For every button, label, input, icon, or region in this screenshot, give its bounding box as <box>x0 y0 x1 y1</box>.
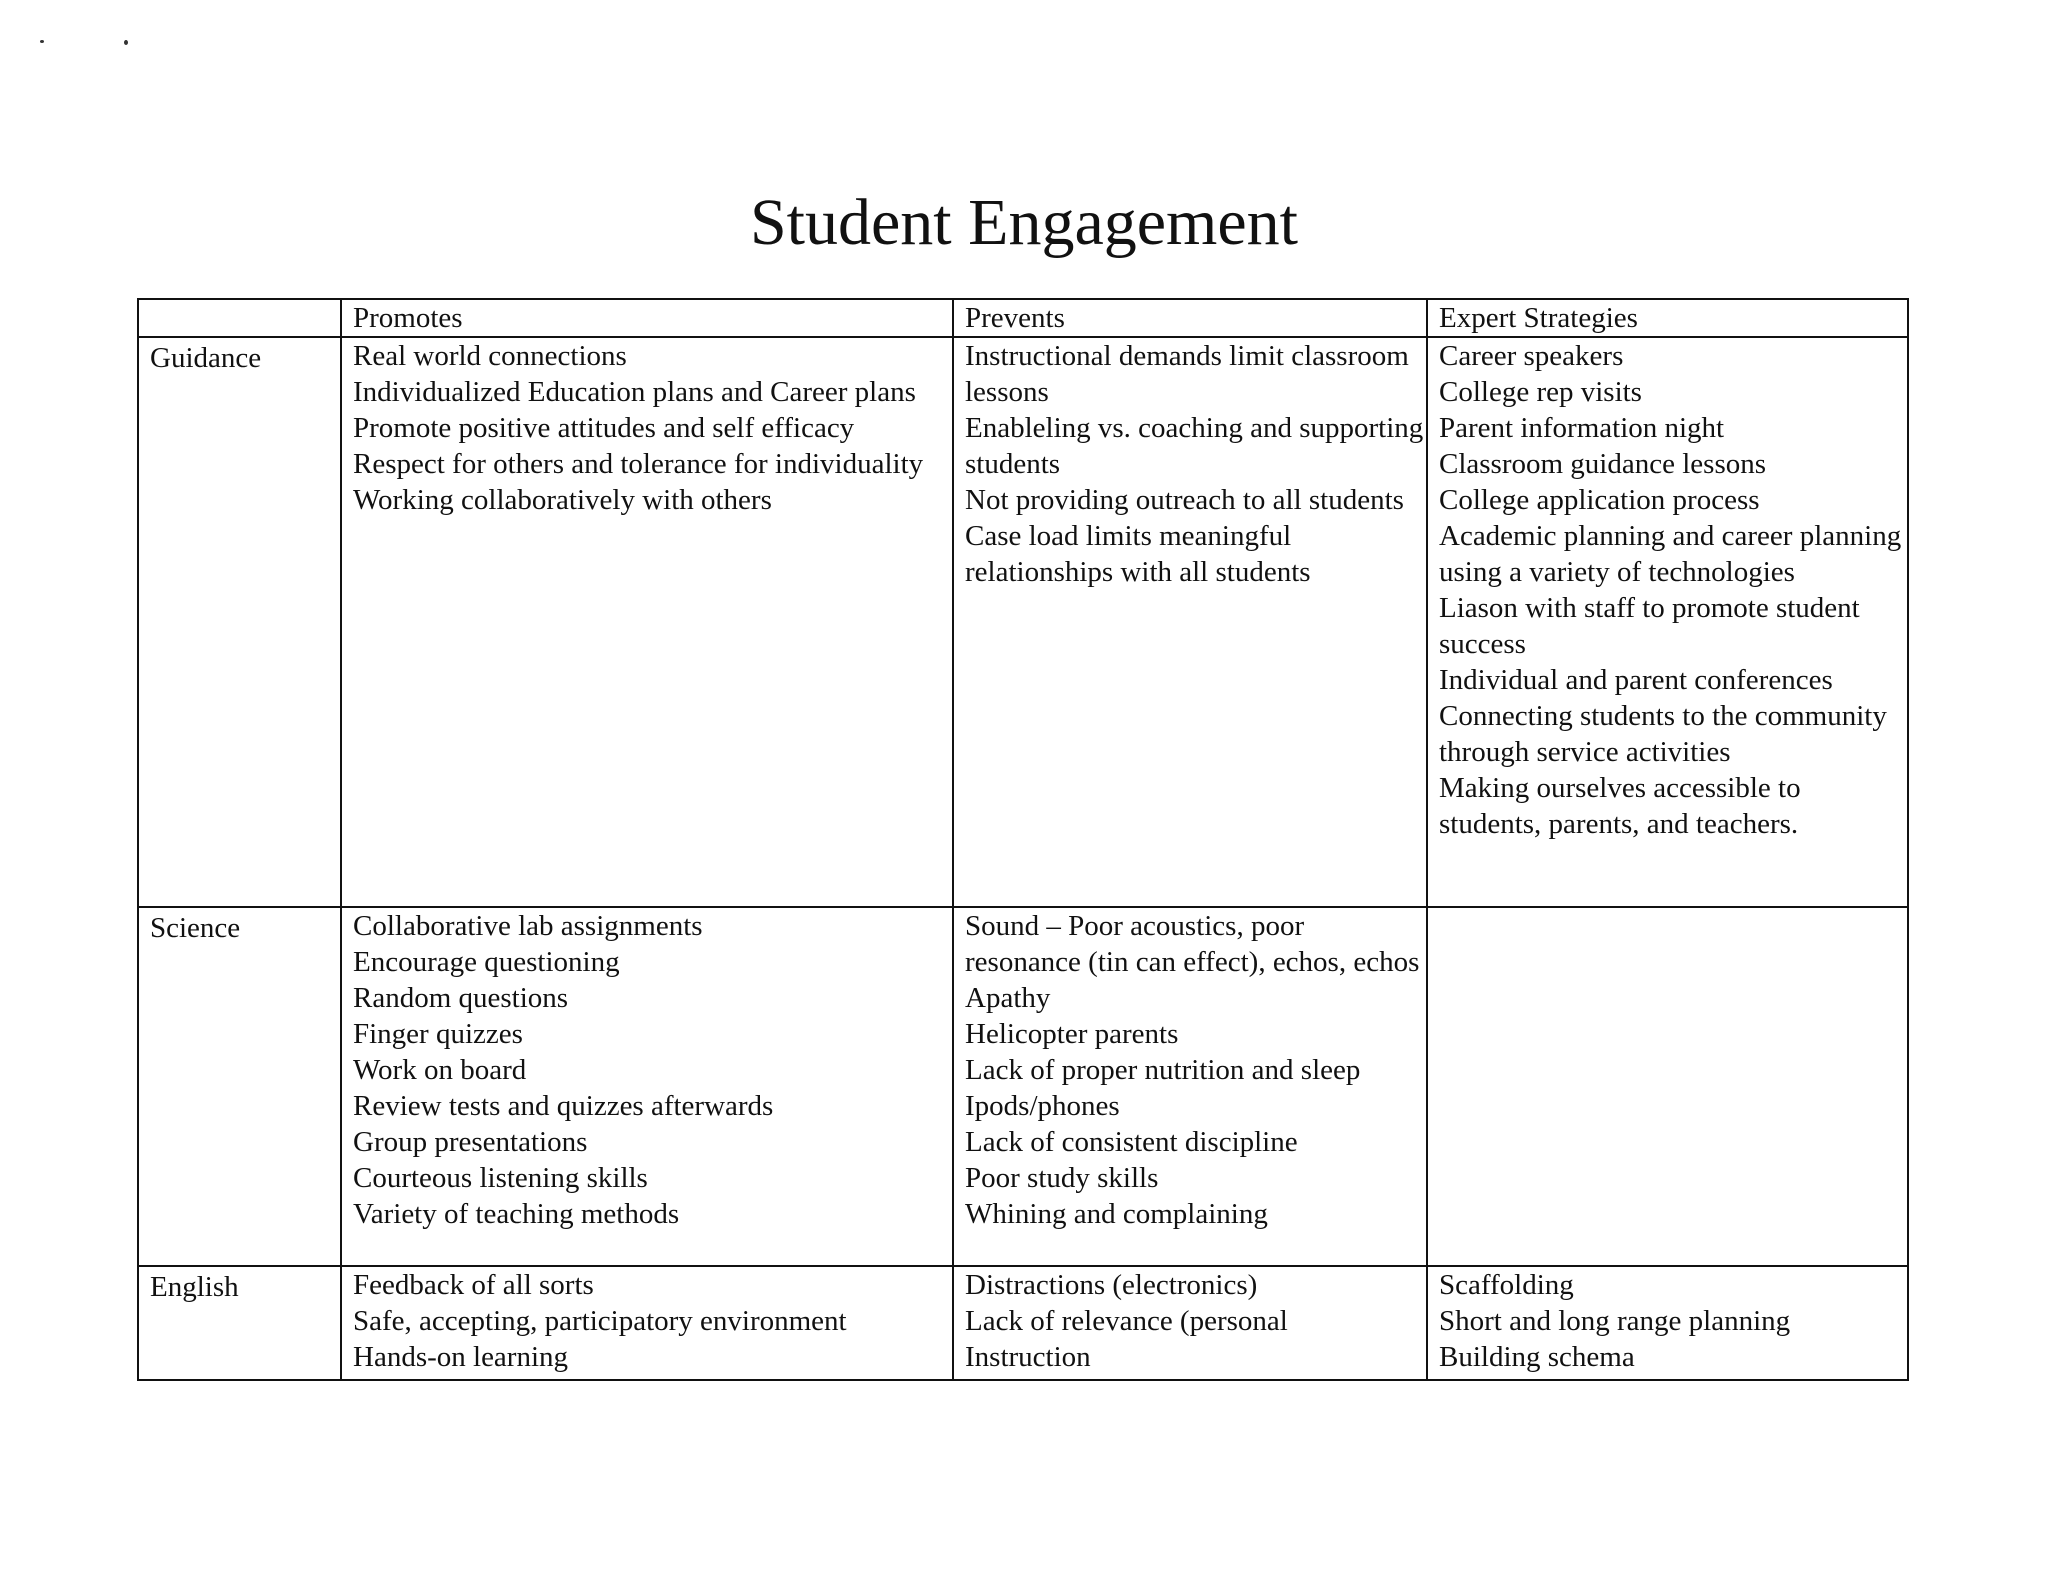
promotes-list <box>353 908 952 1232</box>
strategies-cell-empty <box>1427 907 1908 1266</box>
strategies-cell <box>1427 337 1908 907</box>
list-item: Lack of relevance (personal <box>965 1305 1288 1337</box>
strategies-list <box>1439 1267 1907 1375</box>
promotes-cell <box>341 1266 953 1380</box>
row-label-english: English <box>150 1271 239 1303</box>
list-item: Building schema <box>1439 1341 1635 1373</box>
scan-speck <box>124 40 128 45</box>
header-promotes: Promotes <box>341 299 953 337</box>
list-item: Instructional demands limit classroom lessons <box>965 340 1409 408</box>
list-item: Working collaboratively with others <box>353 484 772 516</box>
engagement-table <box>137 298 1909 1381</box>
list-item: Distractions (electronics) <box>965 1269 1258 1301</box>
table-row-guidance <box>138 337 1908 907</box>
list-item: Courteous listening skills <box>353 1162 648 1194</box>
page-title: Student Engagement <box>749 186 1299 259</box>
table-row-english <box>138 1266 1908 1380</box>
header-cell-blank <box>138 299 341 337</box>
list-item: Connecting students to the community through service activities <box>1439 700 1887 768</box>
list-item: Academic planning and career planning using a variety of technologies <box>1439 520 1902 588</box>
list-item: Real world connections <box>353 340 627 372</box>
list-item: College application process <box>1439 484 1760 516</box>
header-prevents: Prevents <box>953 299 1427 337</box>
list-item: Liason with staff to promote student success <box>1439 592 1860 660</box>
list-item: Random questions <box>353 982 569 1014</box>
promotes-cell <box>341 337 953 907</box>
list-item: Career speakers <box>1439 340 1624 372</box>
list-item: Case load limits meaningful relationships with all students <box>965 520 1311 588</box>
list-item: Classroom guidance lessons <box>1439 448 1767 480</box>
list-item: Helicopter parents <box>965 1018 1179 1050</box>
list-item: Respect for others and tolerance for individuality <box>353 448 924 480</box>
row-label-guidance: Guidance <box>150 342 262 374</box>
prevents-list <box>965 338 1426 590</box>
list-item: Not providing outreach to all students <box>965 484 1404 516</box>
promotes-list <box>353 338 952 518</box>
list-item: Safe, accepting, participatory environment <box>353 1305 847 1337</box>
list-item: College rep visits <box>1439 376 1642 408</box>
list-item: Hands-on learning <box>353 1341 569 1373</box>
prevents-cell <box>953 337 1427 907</box>
list-item: Instruction <box>965 1341 1091 1373</box>
list-item: Parent information night <box>1439 412 1725 444</box>
prevents-cell <box>953 907 1427 1266</box>
prevents-list <box>965 908 1426 1232</box>
list-item: Apathy <box>965 982 1051 1014</box>
list-item: Collaborative lab assignments <box>353 910 703 942</box>
list-item: Scaffolding <box>1439 1269 1574 1301</box>
scan-speck <box>40 40 44 43</box>
strategies-cell <box>1427 1266 1908 1380</box>
list-item: Enableling vs. coaching and supporting students <box>965 412 1424 480</box>
strategies-list <box>1439 338 1907 842</box>
list-item: Lack of consistent discipline <box>965 1126 1298 1158</box>
list-item: Poor study skills <box>965 1162 1159 1194</box>
list-item: Sound – Poor acoustics, poor resonance (tin can effect), echos, echos <box>965 910 1420 978</box>
list-item: Variety of teaching methods <box>353 1198 680 1230</box>
prevents-list <box>965 1267 1426 1375</box>
list-item: Individual and parent conferences <box>1439 664 1833 696</box>
list-item: Promote positive attitudes and self efficacy <box>353 412 855 444</box>
row-label-science: Science <box>150 912 241 944</box>
list-item: Review tests and quizzes afterwards <box>353 1090 774 1122</box>
list-item: Feedback of all sorts <box>353 1269 594 1301</box>
prevents-cell <box>953 1266 1427 1380</box>
list-item: Whining and complaining <box>965 1198 1268 1230</box>
header-expert-strategies: Expert Strategies <box>1427 299 1908 337</box>
table-row-science <box>138 907 1908 1266</box>
row-label-cell <box>138 907 341 1266</box>
list-item: Ipods/phones <box>965 1090 1120 1122</box>
row-label-cell <box>138 337 341 907</box>
row-label-cell <box>138 1266 341 1380</box>
list-item: Making ourselves accessible to students, parents, and teachers. <box>1439 772 1801 840</box>
list-item: Work on board <box>353 1054 527 1086</box>
list-item: Individualized Education plans and Career plans <box>353 376 916 408</box>
list-item: Group presentations <box>353 1126 588 1158</box>
list-item: Encourage questioning <box>353 946 620 978</box>
promotes-cell <box>341 907 953 1266</box>
promotes-list <box>353 1267 952 1375</box>
table-header-row <box>138 299 1908 337</box>
list-item: Finger quizzes <box>353 1018 523 1050</box>
list-item: Short and long range planning <box>1439 1305 1791 1337</box>
list-item: Lack of proper nutrition and sleep <box>965 1054 1361 1086</box>
